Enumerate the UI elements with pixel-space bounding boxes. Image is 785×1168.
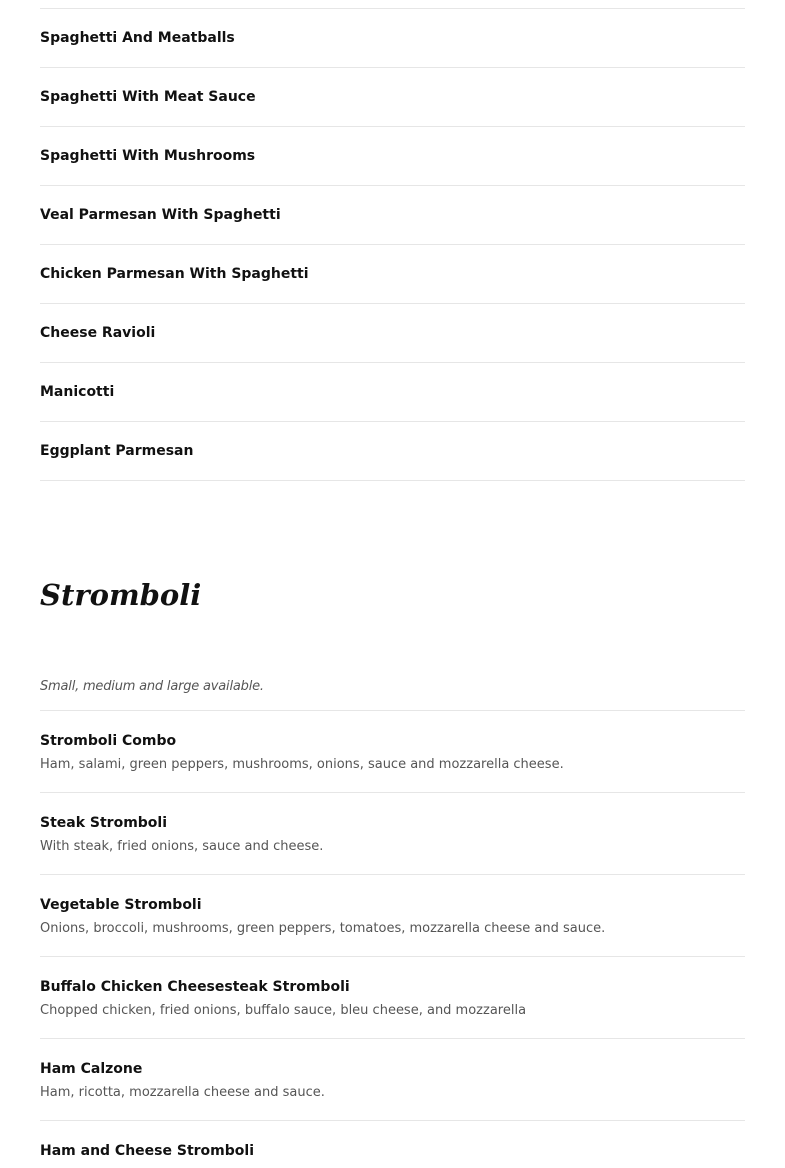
menu-item-name: Ham and Cheese Stromboli xyxy=(40,1143,254,1159)
menu-item xyxy=(40,422,745,481)
menu-item-name: Spaghetti With Mushrooms xyxy=(40,147,256,164)
menu-item xyxy=(40,1039,745,1121)
menu-item-description: With steak, fried onions, sauce and cheese. xyxy=(40,838,324,854)
menu-item-name: Eggplant Parmesan xyxy=(40,442,194,459)
menu-item xyxy=(40,875,745,957)
menu-item-description: Onions, broccoli, mushrooms, green peppers, tomatoes, mozzarella cheese and sauce. xyxy=(40,920,606,936)
menu-item-name: Spaghetti And Meatballs xyxy=(40,29,235,46)
menu-item-name: Ham Calzone xyxy=(40,1061,143,1077)
menu-item xyxy=(40,245,745,304)
menu-item xyxy=(40,9,745,68)
menu-item xyxy=(40,127,745,186)
menu-content xyxy=(40,8,745,1168)
menu-item xyxy=(40,68,745,127)
menu-item xyxy=(40,1121,745,1168)
section-note: Small, medium and large available. xyxy=(40,679,264,694)
menu-item xyxy=(40,711,745,793)
menu-item-name: Steak Stromboli xyxy=(40,815,168,831)
section-note-row xyxy=(40,620,745,711)
menu-item-description: Ham, ricotta, mozzarella cheese and sauce. xyxy=(40,1084,325,1100)
menu-item-name: Manicotti xyxy=(40,383,115,400)
section-spacer xyxy=(40,481,745,570)
stromboli-list xyxy=(40,711,745,1168)
pasta-list xyxy=(40,9,745,481)
menu-item-name: Cheese Ravioli xyxy=(40,324,156,341)
menu-item-name: Veal Parmesan With Spaghetti xyxy=(40,206,281,223)
menu-item xyxy=(40,793,745,875)
menu-item-description: Chopped chicken, fried onions, buffalo sauce, bleu cheese, and mozzarella xyxy=(40,1002,527,1018)
menu-item-description: Ham, salami, green peppers, mushrooms, onions, sauce and mozzarella cheese. xyxy=(40,756,564,772)
menu-item-name: Vegetable Stromboli xyxy=(40,897,202,913)
menu-item-name: Stromboli Combo xyxy=(40,733,177,749)
menu-item xyxy=(40,304,745,363)
section-title: Stromboli xyxy=(40,578,202,612)
menu-item-name: Spaghetti With Meat Sauce xyxy=(40,88,256,105)
menu-item xyxy=(40,363,745,422)
menu-item xyxy=(40,186,745,245)
menu-item-name: Buffalo Chicken Cheesesteak Stromboli xyxy=(40,979,350,995)
menu-item-name: Chicken Parmesan With Spaghetti xyxy=(40,265,309,282)
menu-item xyxy=(40,957,745,1039)
